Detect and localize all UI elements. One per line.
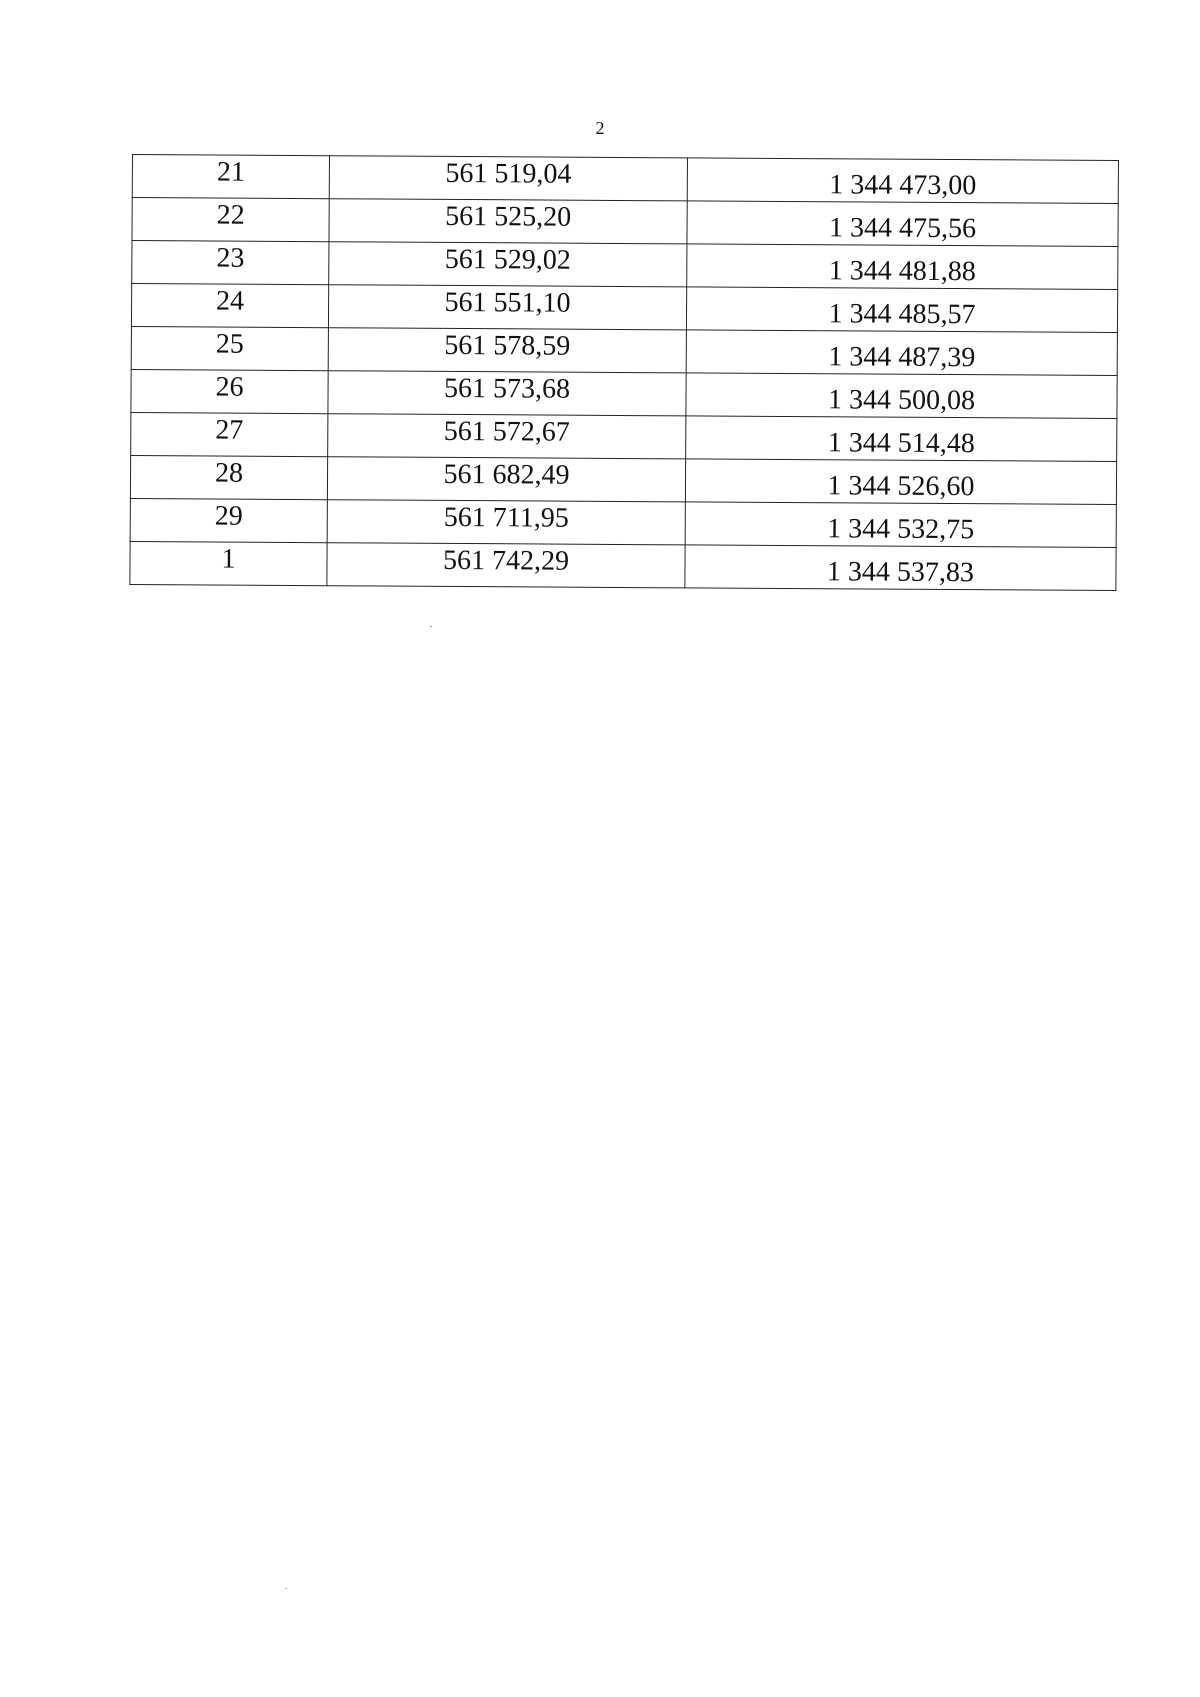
table-row [131,412,1117,461]
x-coordinate-cell: 561 525,20 [329,199,687,244]
x-coordinate-cell: 561 519,04 [329,156,687,201]
y-coordinate-cell: 1 344 485,57 [686,287,1117,333]
x-coordinate-cell: 561 578,59 [328,328,686,373]
y-coordinate-cell: 1 344 473,00 [687,158,1118,204]
y-coordinate-cell: 1 344 514,48 [686,416,1117,462]
point-number-cell: 1 [130,541,327,585]
y-coordinate-cell: 1 344 500,08 [686,373,1117,419]
y-coordinate-cell: 1 344 487,39 [686,330,1117,376]
y-coordinate-cell: 1 344 475,56 [687,201,1118,247]
table-row [131,284,1117,333]
table-row [130,498,1116,547]
point-number-cell: 26 [131,369,328,413]
y-coordinate-cell: 1 344 526,60 [685,459,1116,505]
table-row [130,541,1116,590]
table-row [131,369,1117,418]
coordinates-table [129,154,1119,591]
point-number-cell: 24 [131,284,328,328]
y-coordinate-cell: 1 344 537,83 [685,545,1116,591]
x-coordinate-cell: 561 711,95 [327,500,685,545]
x-coordinate-cell: 561 551,10 [328,285,686,330]
page-number: 2 [595,118,605,138]
table-row [132,241,1118,290]
y-coordinate-cell: 1 344 532,75 [685,502,1116,548]
scan-speck [285,1588,287,1589]
point-number-cell: 23 [132,241,329,285]
x-coordinate-cell: 561 682,49 [327,457,685,502]
x-coordinate-cell: 561 529,02 [329,242,687,287]
table-row [130,455,1116,504]
x-coordinate-cell: 561 572,67 [328,414,686,459]
point-number-cell: 27 [131,412,328,456]
y-coordinate-cell: 1 344 481,88 [687,244,1118,290]
table-row [131,326,1117,375]
point-number-cell: 21 [132,155,329,199]
point-number-cell: 28 [130,455,327,499]
scan-speck [430,626,432,627]
x-coordinate-cell: 561 573,68 [328,371,686,416]
x-coordinate-cell: 561 742,29 [327,543,685,588]
point-number-cell: 22 [132,198,329,242]
point-number-cell: 25 [131,326,328,370]
table-row [132,155,1118,204]
point-number-cell: 29 [130,498,327,542]
coordinates-table-container [129,154,1118,591]
table-row [132,198,1118,247]
